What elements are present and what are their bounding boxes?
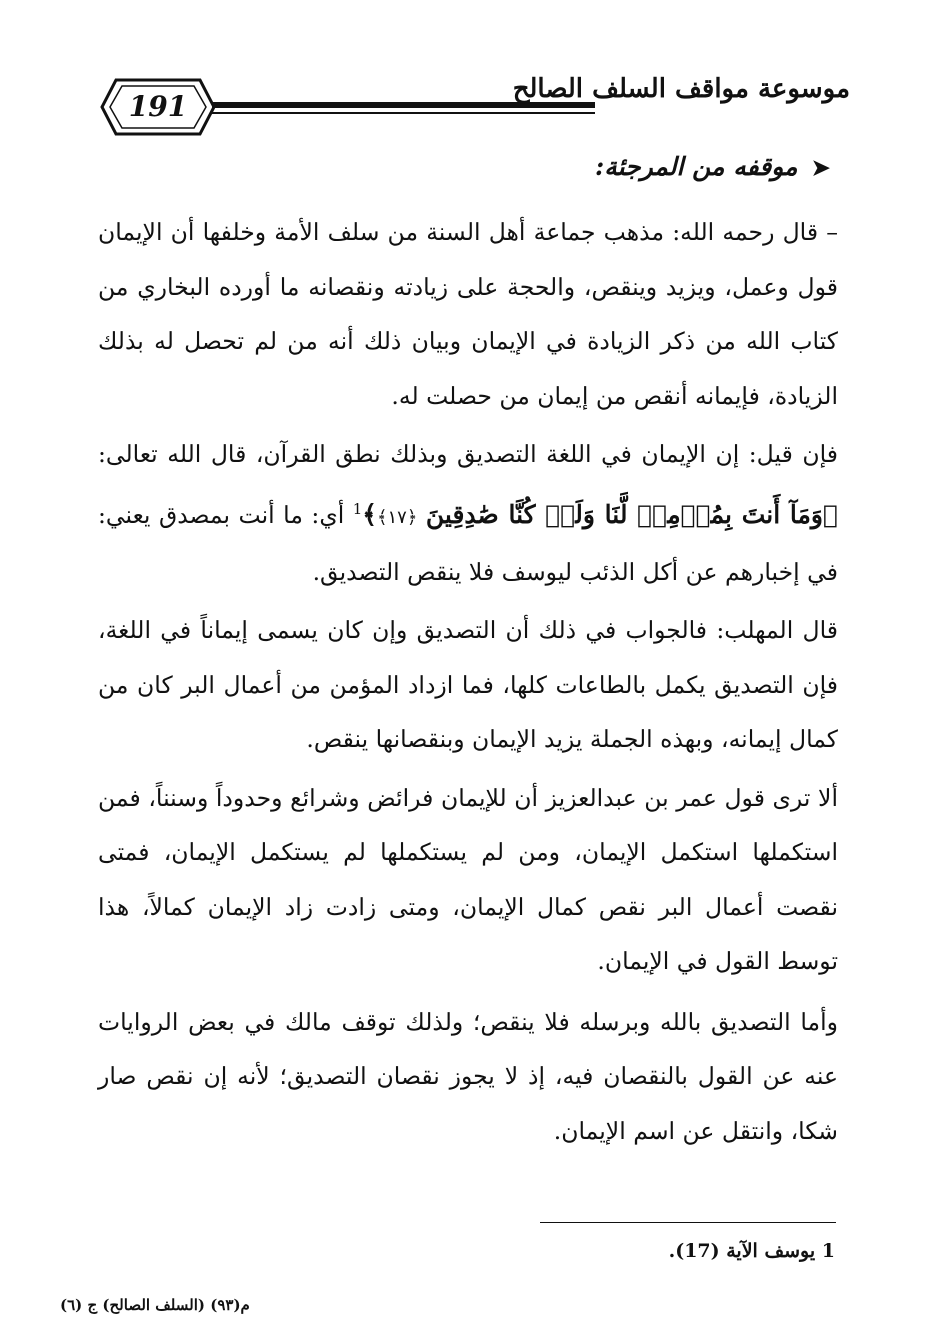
body-text	[98, 205, 838, 1162]
page-header	[60, 68, 850, 148]
quran-explanation-text: أي: ما أنت بمصدق يعني: في إخبارهم عن أكل الذئب ليوسف فلا ينقص التصديق.	[98, 500, 838, 586]
paragraph-1: – قال رحمه الله: مذهب جماعة أهل السنة من سلف الأمة وخلفها أن الإيمان قول وعمل، ويزيد وينقص، والحجة على زيادته ونقصانه ما أورده البخاري من كتاب الله من ذكر الزيادة في الإيمان وبيان ذلك أنه من لم تحصل له بذلك الزيادة، فإيمانه أنقص من إيمان من حصلت له.	[98, 218, 838, 410]
section-heading-text: موقفه من المرجئة:	[594, 152, 798, 181]
printer-signature: م(٩٣) (السلف الصالح) ج (٦)	[60, 1296, 250, 1314]
paragraph-4: ألا ترى قول عمر بن عبدالعزيز أن للإيمان فرائض وشرائع وحدوداً وسنناً، فمن استكملها استكمل الإيمان، ومن لم يستكملها لم يستكمل الإيمان، فمتى نقصت أعمال البر نقص كمال الإيمان، ومتى زادت زاد الإيمان كمالاً، هذا توسط القول في الإيمان.	[98, 783, 838, 976]
footnote-reference[interactable]: 1	[352, 499, 363, 518]
footnote	[669, 1240, 835, 1262]
page-number: 191	[128, 90, 188, 123]
ayah-marker: ﴿١٧﴾	[376, 506, 418, 528]
header-rule-thin	[212, 112, 595, 114]
arrow-left-icon: ➤	[811, 155, 830, 181]
paragraph-3: قال المهلب: فالجواب في ذلك أن التصديق وإن كان يسمى إيماناً في اللغة، فإن التصديق يكمل بالطاعات كلها، فما ازداد المؤمن من أعمال البر كان من كمال إيمانه، وبهذه الجملة يزيد الإيمان وبنقصانها ينقص.	[98, 616, 838, 754]
footnote-text: يوسف الآية (17).	[668, 1240, 816, 1262]
page-number-badge	[98, 76, 218, 138]
quran-intro-text: فإن قيل: إن الإيمان في اللغة التصديق وبذلك نطق القرآن، قال الله تعالى:	[98, 440, 838, 468]
paragraph-5: وأما التصديق بالله وبرسله فلا ينقص؛ ولذلك توقف مالك في بعض الروايات عنه عن القول بالنقصان فيه، إذ لا يجوز نقصان التصديق؛ لأنه إن نقص صار شكا، وانتقل عن اسم الإيمان.	[98, 1007, 838, 1145]
footnote-number: 1	[821, 1240, 835, 1262]
paragraph-quran	[98, 427, 838, 599]
footnote-divider	[540, 1222, 836, 1223]
quran-verse-close: ﴾	[362, 499, 377, 529]
section-heading	[430, 152, 830, 181]
quran-verse: ﴿وَمَآ أَنتَ بِمُؤۡمِنٖ لَّنَا وَلَوۡ كُنَّا صَٰدِقِينَ	[425, 499, 838, 529]
book-title: موسوعة مواقف السلف الصالح	[512, 74, 850, 104]
